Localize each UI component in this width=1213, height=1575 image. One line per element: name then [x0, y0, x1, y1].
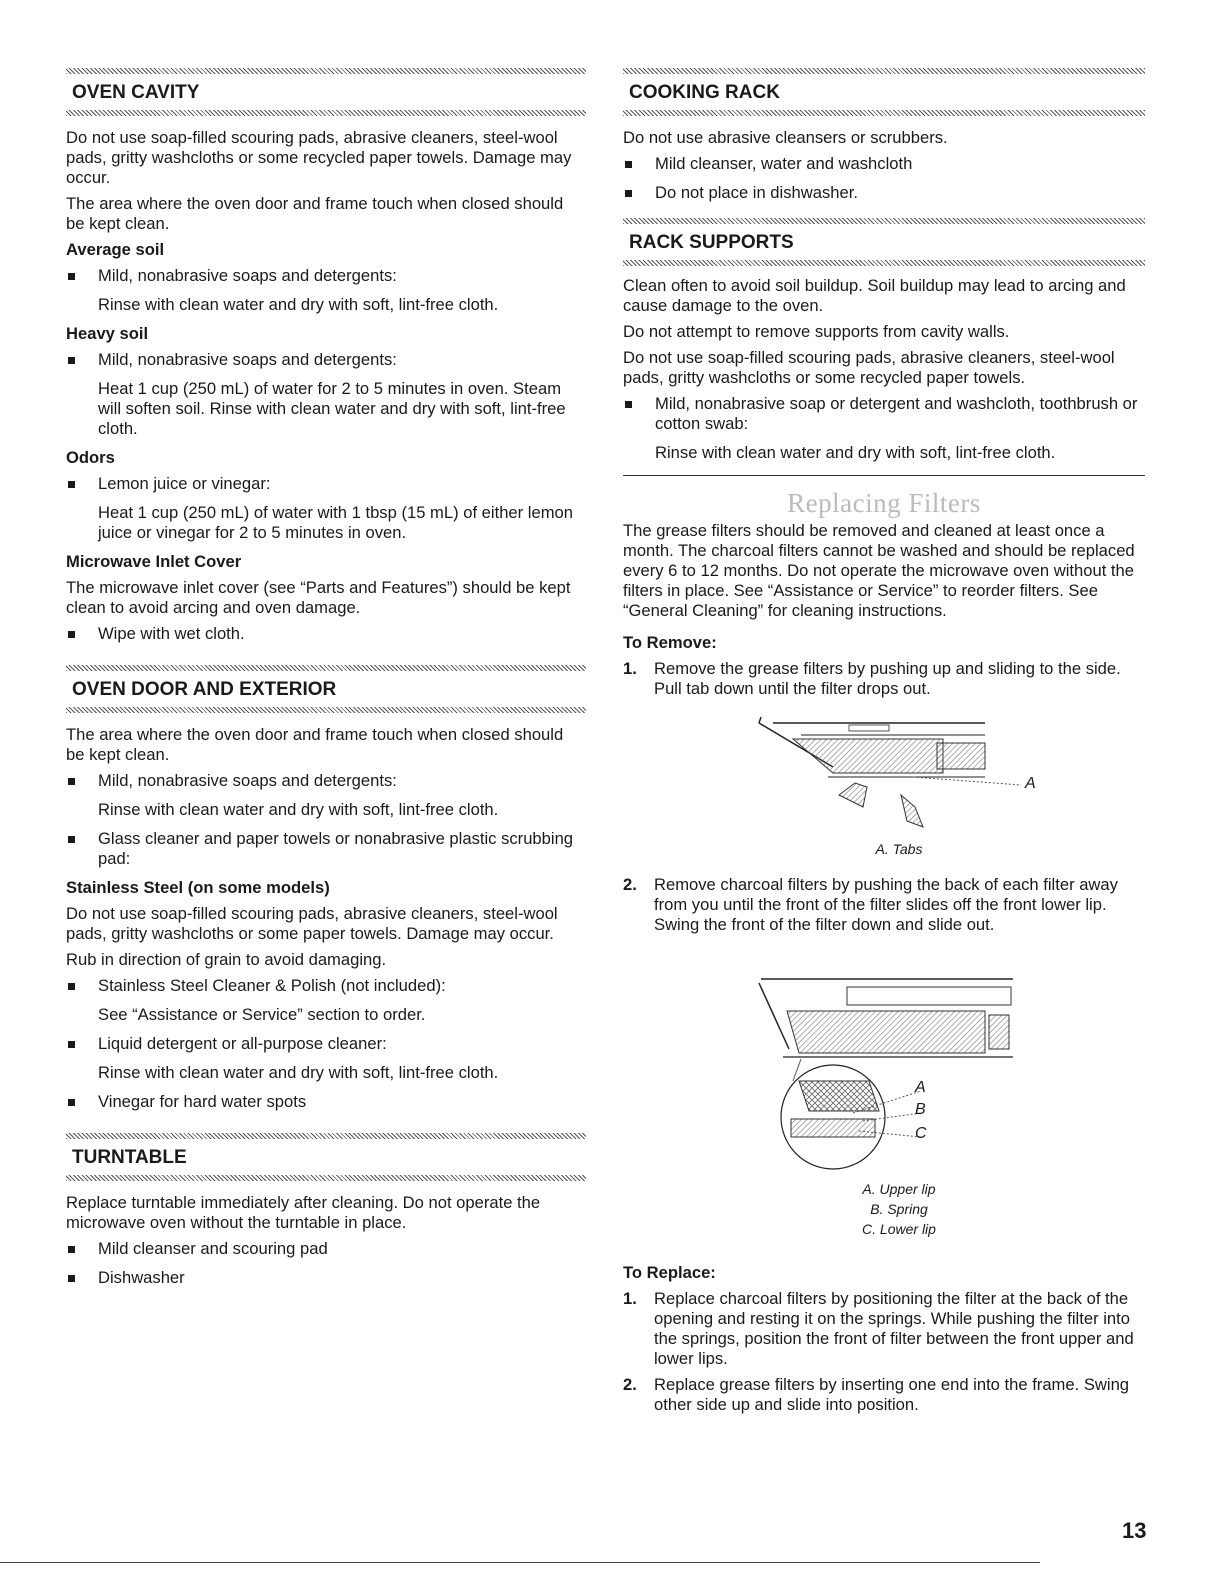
paragraph: The grease filters should be removed and cleaned at least once a month. The charcoal filters cannot be washed and should be replaced every 6 to 12 months. Do not operate the microwave oven without the filters in place. See “Assistance or Service” to reorder filters. See “General Cleaning” for cleaning instructions.: [623, 521, 1135, 620]
subheading: Heavy soil: [66, 324, 149, 343]
section-header-oven-door: [66, 665, 586, 713]
grease-filter-illustration: [623, 705, 1145, 839]
section-title: RACK SUPPORTS: [629, 232, 794, 253]
paragraph: The microwave inlet cover (see “Parts and Features”) should be kept clean to avoid arcing and oven damage.: [66, 578, 571, 617]
figure-caption: B. Spring: [870, 1201, 928, 1217]
subheading: Stainless Steel (on some models): [66, 878, 330, 897]
bullet-item: Stainless Steel Cleaner & Polish (not included):: [66, 976, 586, 996]
section-title-replacing-filters: Replacing Filters: [787, 488, 981, 518]
hatch-divider: [66, 707, 586, 713]
subheading-to-replace: To Replace:: [623, 1263, 716, 1282]
indented-text: Heat 1 cup (250 mL) of water with 1 tbsp (15 mL) of either lemon juice or vinegar for 2 to 5 minutes in oven.: [98, 503, 573, 542]
bullet-item: Vinegar for hard water spots: [66, 1092, 586, 1112]
bullet-item: Mild, nonabrasive soaps and detergents:: [66, 771, 586, 791]
step-text: Replace charcoal filters by positioning the filter at the back of the opening and resting it on the springs. While pushing the filter into the springs, position the front of filter between the front upper and lower lips.: [654, 1289, 1134, 1368]
bullet-item: Mild, nonabrasive soap or detergent and washcloth, toothbrush or cotton swab:: [623, 394, 1145, 434]
paragraph: Do not attempt to remove supports from cavity walls.: [623, 322, 1010, 341]
figure-caption: A. Tabs: [875, 841, 923, 857]
indented-text: Rinse with clean water and dry with soft, lint-free cloth.: [98, 800, 499, 819]
indented-text: Heat 1 cup (250 mL) of water for 2 to 5 minutes in oven. Steam will soften soil. Rinse with clean water and dry with soft, lint-free cloth.: [98, 379, 566, 438]
charcoal-filter-illustration: [623, 941, 1145, 1191]
bullet-item: Lemon juice or vinegar:: [66, 474, 586, 494]
figure-grease-filter: [623, 705, 1145, 839]
paragraph: The area where the oven door and frame touch when closed should be kept clean.: [66, 194, 564, 233]
numbered-step: [623, 1375, 1145, 1415]
step-number: 2.: [623, 875, 637, 894]
callout-label-b: B: [915, 1101, 926, 1118]
figure-caption: C. Lower lip: [862, 1221, 936, 1237]
indented-text: See “Assistance or Service” section to order.: [98, 1005, 426, 1024]
subheading: Average soil: [66, 240, 165, 259]
step-text: Remove charcoal filters by pushing the back of each filter away from you until the front of the filter slides off the front lower lip. Swing the front of the filter down and slide out.: [654, 875, 1118, 934]
footer-rule: [0, 1562, 1040, 1563]
subheading: Microwave Inlet Cover: [66, 552, 242, 571]
indented-text: Rinse with clean water and dry with soft, lint-free cloth.: [98, 295, 499, 314]
hatch-divider: [623, 110, 1145, 116]
right-column: [623, 68, 1145, 1421]
indented-text: Rinse with clean water and dry with soft, lint-free cloth.: [655, 443, 1056, 462]
paragraph: Do not use soap-filled scouring pads, abrasive cleaners, steel-wool pads, gritty washcloths or some paper towels. Damage may occur.: [66, 904, 558, 943]
section-title: OVEN CAVITY: [72, 82, 200, 103]
section-header-oven-cavity: [66, 68, 586, 116]
bullet-item: Mild, nonabrasive soaps and detergents:: [66, 350, 586, 370]
paragraph: Do not use soap-filled scouring pads, abrasive cleaners, steel-wool pads, gritty washcloths or some recycled paper towels.: [623, 348, 1115, 387]
section-header-cooking-rack: [623, 68, 1145, 116]
paragraph: Clean often to avoid soil buildup. Soil buildup may lead to arcing and cause damage to the oven.: [623, 276, 1126, 315]
section-header-rack-supports: [623, 218, 1145, 266]
indented-text: Rinse with clean water and dry with soft, lint-free cloth.: [98, 1063, 499, 1082]
bullet-item: Do not place in dishwasher.: [623, 183, 1145, 203]
hatch-divider: [66, 110, 586, 116]
figure-charcoal-filter: [623, 941, 1145, 1191]
callout-label-a: A: [915, 1079, 926, 1096]
section-title: OVEN DOOR AND EXTERIOR: [72, 679, 337, 700]
step-number: 1.: [623, 659, 637, 678]
bullet-item: Dishwasher: [66, 1268, 586, 1288]
step-number: 2.: [623, 1375, 637, 1394]
numbered-step: [623, 875, 1145, 935]
subheading-to-remove: To Remove:: [623, 633, 717, 652]
paragraph: Do not use abrasive cleansers or scrubbers.: [623, 128, 948, 147]
subheading: Odors: [66, 448, 115, 467]
paragraph: The area where the oven door and frame touch when closed should be kept clean.: [66, 725, 564, 764]
paragraph: Rub in direction of grain to avoid damaging.: [66, 950, 387, 969]
callout-label-a: A: [1025, 775, 1036, 792]
hatch-divider: [623, 260, 1145, 266]
bullet-item: Wipe with wet cloth.: [66, 624, 586, 644]
section-title: COOKING RACK: [629, 82, 780, 103]
callout-label-c: C: [915, 1125, 927, 1142]
paragraph: Replace turntable immediately after cleaning. Do not operate the microwave oven without the turntable in place.: [66, 1193, 541, 1232]
numbered-step: [623, 1289, 1145, 1369]
bullet-item: Mild cleanser and scouring pad: [66, 1239, 586, 1259]
section-title: TURNTABLE: [72, 1147, 187, 1168]
page-number: 13: [1122, 1518, 1147, 1543]
step-number: 1.: [623, 1289, 637, 1308]
section-header-turntable: [66, 1133, 586, 1181]
bullet-item: Glass cleaner and paper towels or nonabrasive plastic scrubbing pad:: [66, 829, 586, 869]
bullet-item: Liquid detergent or all-purpose cleaner:: [66, 1034, 586, 1054]
hatch-divider: [66, 1175, 586, 1181]
step-text: Replace grease filters by inserting one end into the frame. Swing other side up and slide into position.: [654, 1375, 1130, 1414]
bullet-item: Mild, nonabrasive soaps and detergents:: [66, 266, 586, 286]
left-column: [66, 68, 586, 1297]
bullet-item: Mild cleanser, water and washcloth: [623, 154, 1145, 174]
numbered-step: [623, 659, 1145, 699]
figure-caption: A. Upper lip: [862, 1181, 936, 1197]
section-rule: [623, 475, 1145, 476]
paragraph: Do not use soap-filled scouring pads, abrasive cleaners, steel-wool pads, gritty washcloths or some recycled paper towels. Damage may occur.: [66, 128, 572, 187]
step-text: Remove the grease filters by pushing up and sliding to the side. Pull tab down until the filter drops out.: [654, 659, 1121, 698]
